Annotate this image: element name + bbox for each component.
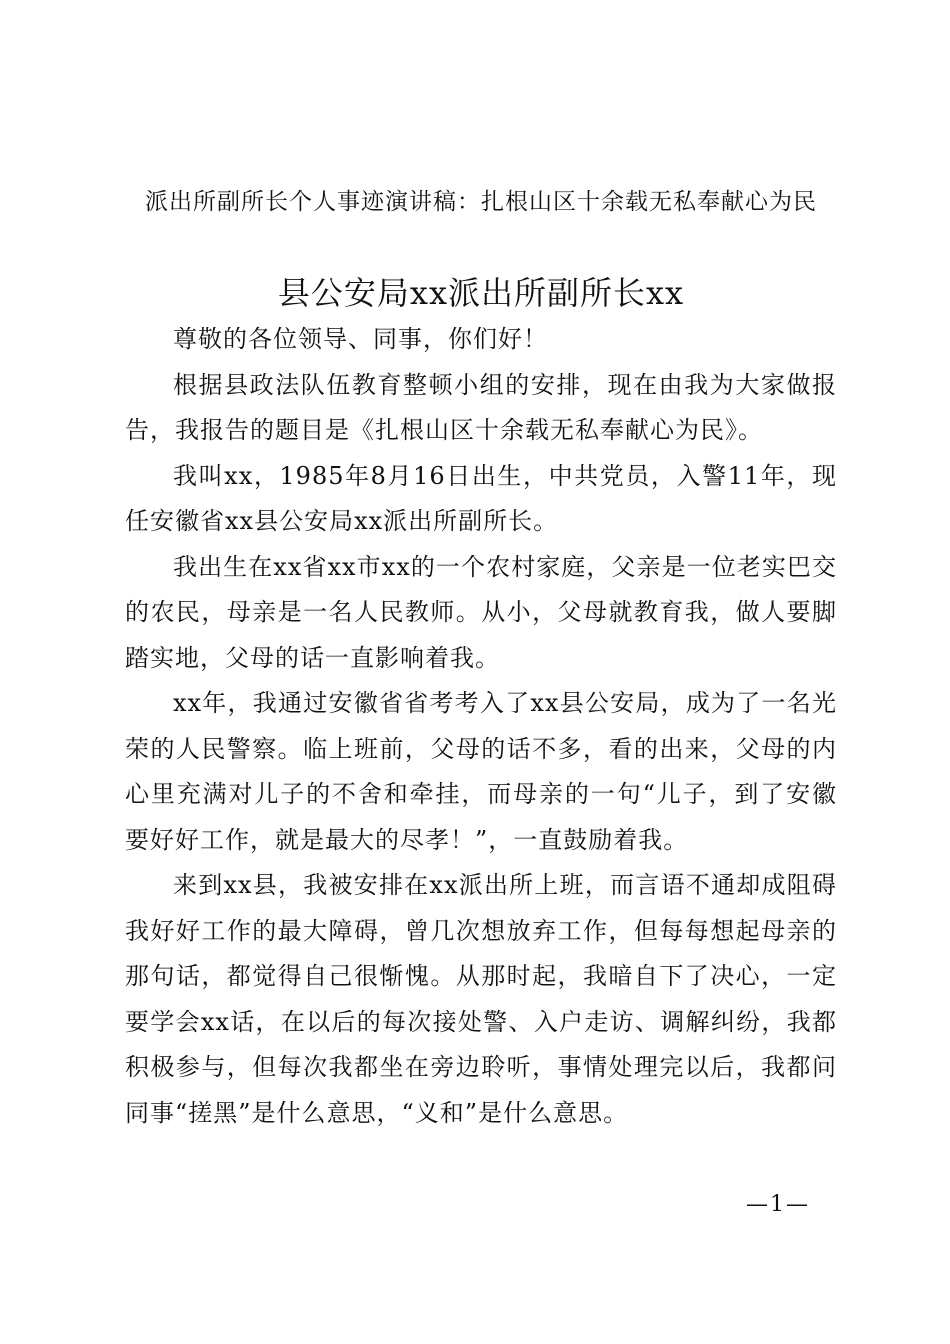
paragraph-language-barrier: 来到xx县，我被安排在xx派出所上班，而言语不通却成阻碍我好好工作的最大障碍，曾几次想放弃工作，但每每想起母亲的那句话，都觉得自己很惭愧。从那时起，我暗自下了决心，一定要学会xx话，在以后的每次接处警、入户走访、调解纠纷，我都积极参与，但每次我都坐在旁边聆听，事情处理完以后，我都问同事“搓黑”是什么意思，“义和”是什么意思。: [125, 871, 837, 1127]
paragraph-greeting: 尊敬的各位领导、同事，你们好！: [173, 325, 548, 353]
page-number: —1—: [746, 1192, 810, 1217]
paragraph-background: 我出生在xx省xx市xx的一个农村家庭，父亲是一位老实巴交的农民，母亲是一名人民教师。从小，父母就教育我，做人要脚踏实地，父母的话一直影响着我。: [125, 552, 837, 672]
paragraph-joining-police: xx年，我通过安徽省省考考入了xx县公安局，成为了一名光荣的人民警察。临上班前，父母的话不多，看的出来，父母的内心里充满对儿子的不舍和牵挂，而母亲的一句“儿子，到了安徽要好好工作，就是最大的尽孝！”，一直鼓励着我。: [125, 689, 837, 854]
document-subtitle: 县公安局xx派出所副所长xx: [277, 274, 685, 312]
paragraph-introduction: 根据县政法队伍教育整顿小组的安排，现在由我为大家做报告，我报告的题目是《扎根山区十余载无私奉献心为民》。: [125, 370, 837, 444]
document-title: 派出所副所长个人事迹演讲稿：扎根山区十余载无私奉献心为民: [145, 189, 817, 215]
paragraph-personal-info: 我叫xx，1985年8月16日出生，中共党员，入警11年，现任安徽省xx县公安局xx派出所副所长。: [125, 461, 837, 535]
document-body: [125, 317, 837, 1136]
